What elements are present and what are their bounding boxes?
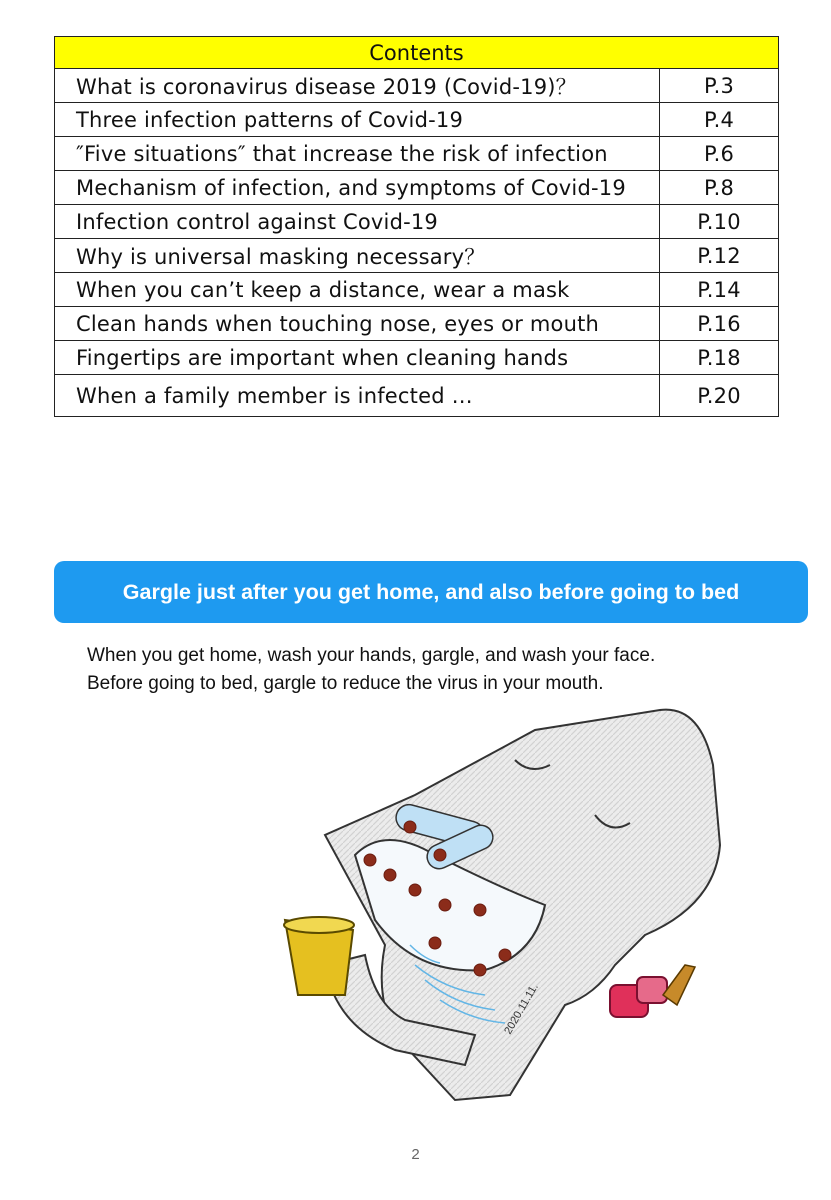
section-text-line: When you get home, wash your hands, gargle, and wash your face. (87, 645, 656, 666)
contents-title: Mechanism of infection, and symptoms of Covid-19 (55, 171, 660, 205)
contents-page: P.4 (660, 103, 779, 137)
contents-table (54, 36, 779, 417)
contents-heading: Contents (55, 37, 779, 69)
contents-title: Three infection patterns of Covid-19 (55, 103, 660, 137)
contents-row (55, 273, 779, 307)
contents-page: P.10 (660, 205, 779, 239)
contents-row (55, 239, 779, 273)
contents-row (55, 307, 779, 341)
contents-row (55, 205, 779, 239)
contents-row (55, 171, 779, 205)
contents-page: P.16 (660, 307, 779, 341)
gargling-illustration-icon (265, 705, 745, 1125)
contents-row (55, 375, 779, 417)
contents-title: Fingertips are important when cleaning hands (55, 341, 660, 375)
contents-title: Clean hands when touching nose, eyes or mouth (55, 307, 660, 341)
contents-page: P.20 (660, 375, 779, 417)
illustration-signature: 2020.11.11. (502, 981, 541, 1037)
section-text (87, 642, 787, 698)
contents-page: P.12 (660, 239, 779, 273)
contents-row (55, 103, 779, 137)
section-text-line: Before going to bed, gargle to reduce the virus in your mouth. (87, 673, 604, 694)
contents-row (55, 341, 779, 375)
page-number: 2 (411, 1146, 420, 1163)
contents-row (55, 69, 779, 103)
contents-page: P.6 (660, 137, 779, 171)
contents-page: P.3 (660, 69, 779, 103)
contents-title: What is coronavirus disease 2019 (Covid-19)？ (55, 69, 660, 103)
contents-title: Infection control against Covid-19 (55, 205, 660, 239)
contents-page: P.14 (660, 273, 779, 307)
contents-row (55, 137, 779, 171)
contents-title: When a family member is infected … (55, 375, 660, 417)
contents-title: Why is universal masking necessary？ (55, 239, 660, 273)
contents-title: When you can’t keep a distance, wear a mask (55, 273, 660, 307)
contents-page: P.8 (660, 171, 779, 205)
contents-title: ″Five situations″ that increase the risk of infection (55, 137, 660, 171)
section-banner: Gargle just after you get home, and also before going to bed (54, 561, 808, 623)
contents-page: P.18 (660, 341, 779, 375)
